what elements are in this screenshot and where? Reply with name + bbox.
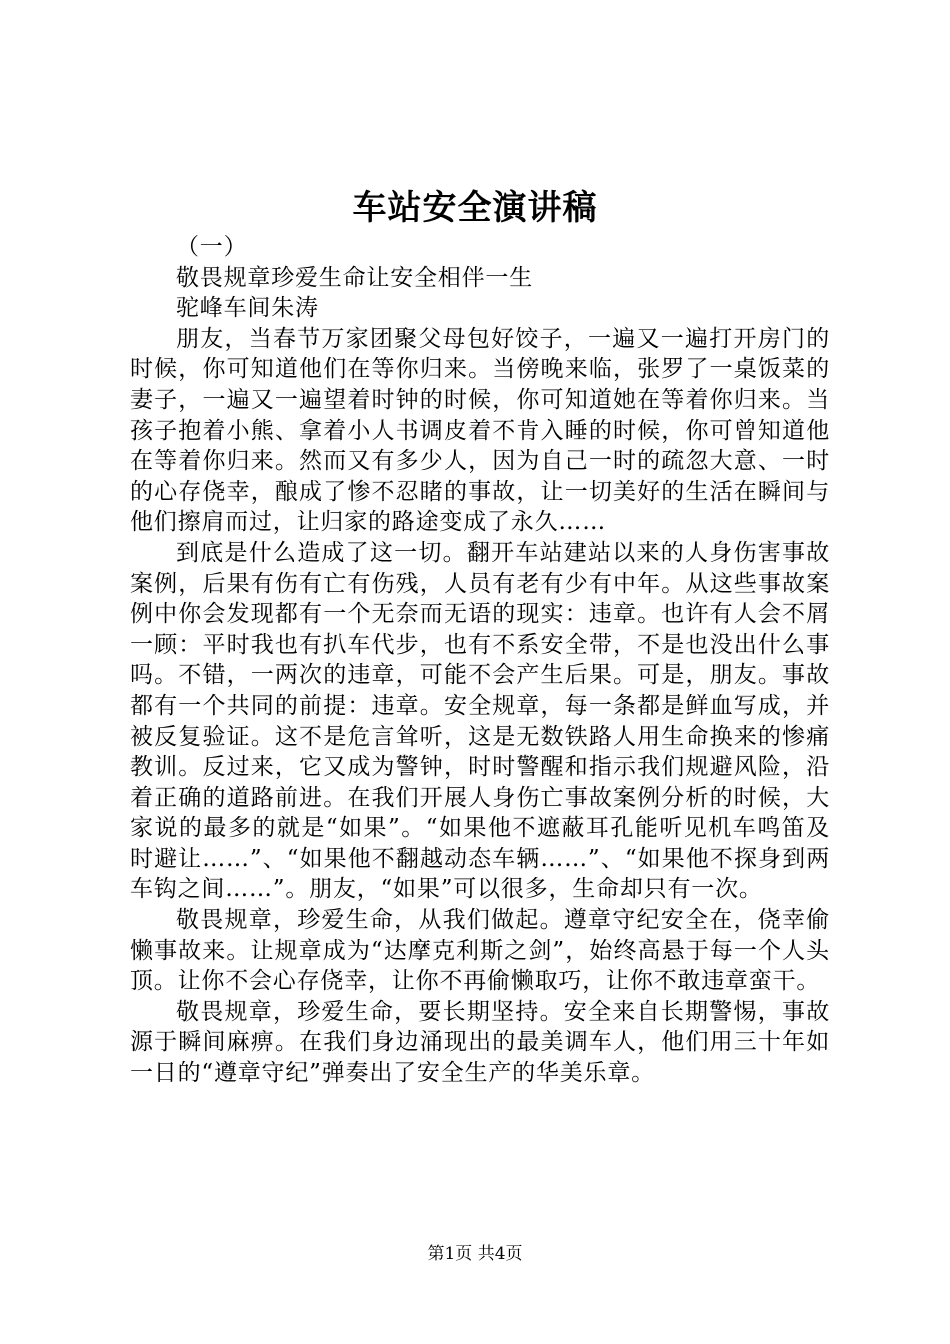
paragraph-1: 朋友，当春节万家团聚父母包好饺子，一遍又一遍打开房门的时候，你可知道他们在等你归来。当傍晚来临，张罗了一桌饭菜的妻子，一遍又一遍望着时钟的时候，你可知道她在等着你归来。当孩子抱着小熊、拿着小人书调皮着不肯入睡的时候，你可曾知道他在等着你归来。然而又有多少人，因为自己一时的疏忽大意、一时的心存侥幸，酿成了惨不忍睹的事故，让一切美好的生活在瞬间与他们擦肩而过，让归家的路途变成了永久…… bbox=[130, 325, 830, 536]
page-footer: 第1页 共4页 bbox=[427, 1244, 523, 1264]
paragraph-2: 到底是什么造成了这一切。翻开车站建站以来的人身伤害事故案例，后果有伤有亡有伤残，人员有老有少有中年。从这些事故案例中你会发现都有一个无奈而无语的现实：违章。也许有人会不屑一顾：平时我也有扒车代步，也有不系安全带，不是也没出什么事吗。不错，一两次的违章，可能不会产生后果。可是，朋友。事故都有一个共同的前提：违章。安全规章，每一条都是鲜血写成，并被反复验证。这不是危言耸听，这是无数铁路人用生命换来的惨痛教训。反过来，它又成为警钟，时时警醒和指示我们规避风险，沿着正确的道路前进。在我们开展人身伤亡事故案例分析的时候，大家说的最多的就是“如果”。“如果他不遮蔽耳孔能听见机车鸣笛及时避让……”、“如果他不翻越动态车辆……”、“如果他不探身到两车钩之间……”。朋友，“如果”可以很多，生命却只有一次。 bbox=[130, 539, 830, 903]
author-line: 驼峰车间朱涛 bbox=[176, 295, 319, 322]
speech-subtitle: 敬畏规章珍爱生命让安全相伴一生 bbox=[176, 264, 533, 291]
section-marker: （一） bbox=[176, 234, 248, 260]
paragraph-3: 敬畏规章，珍爱生命，从我们做起。遵章守纪安全在，侥幸偷懒事故来。让规章成为“达摩克利斯之剑”，始终高悬于每一个人头顶。让你不会心存侥幸，让你不再偷懒取巧，让你不敢违章蛮干。 bbox=[130, 907, 830, 995]
document-title: 车站安全演讲稿 bbox=[352, 188, 598, 228]
document-body bbox=[130, 232, 830, 1089]
paragraph-4: 敬畏规章，珍爱生命，要长期坚持。安全来自长期警惕，事故源于瞬间麻痹。在我们身边涌现出的最美调车人，他们用三十年如一日的“遵章守纪”弹奏出了安全生产的华美乐章。 bbox=[130, 998, 830, 1087]
